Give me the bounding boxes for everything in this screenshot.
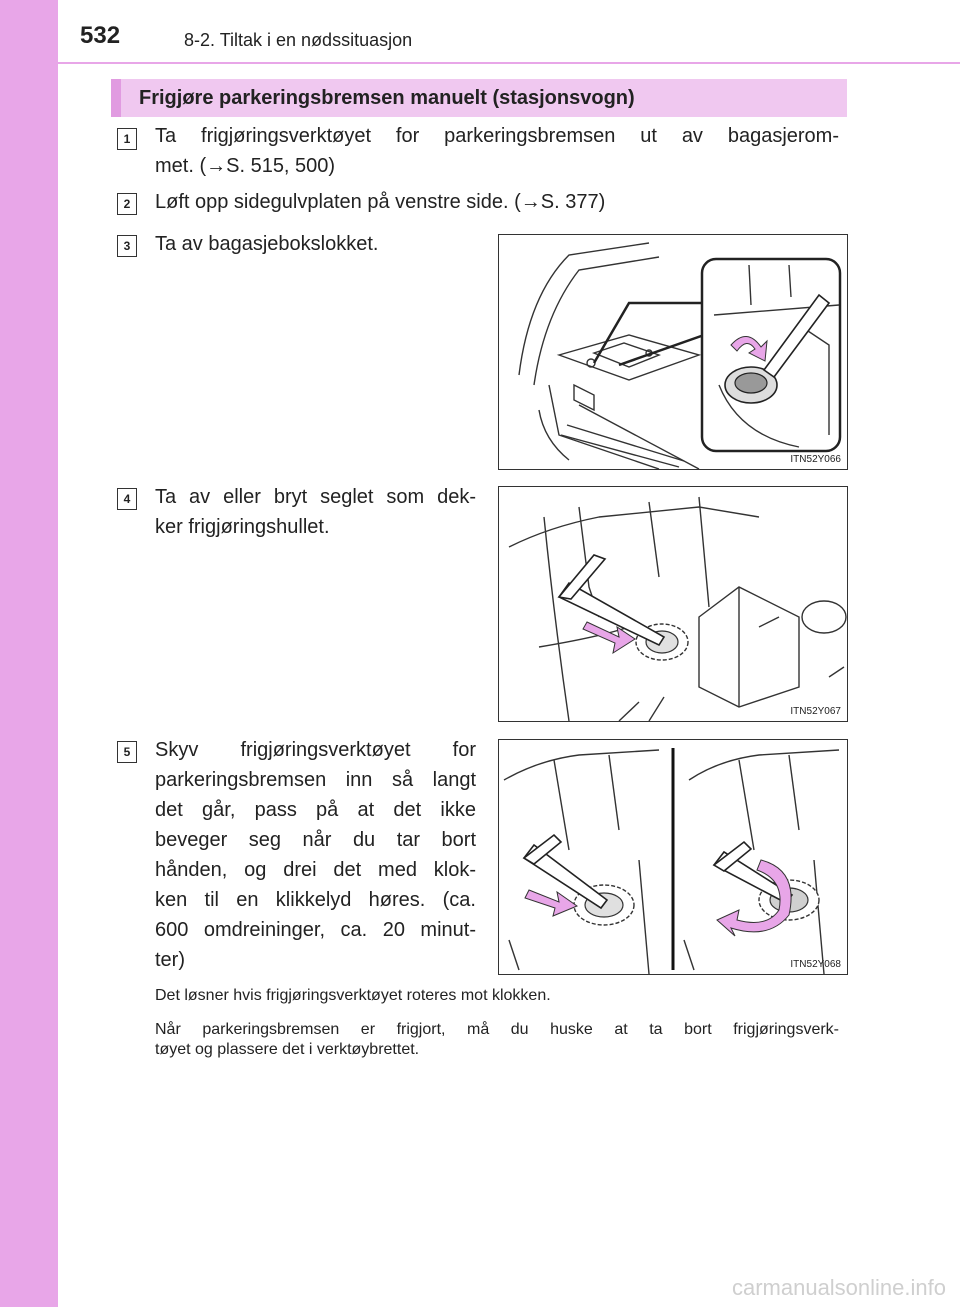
note-remove-tool-line-2: tøyet og plassere det i verktøybrettet.	[155, 1041, 420, 1058]
running-title: 8-2. Tiltak i en nødssituasjon	[184, 30, 413, 50]
remove-seal-illustration	[499, 487, 847, 721]
step-5-line-3: det går, pass på at det ikke	[155, 799, 476, 821]
step-2-text: Løft opp sidegulvplaten på venstre side. (→S. 377)	[155, 191, 606, 213]
step-1-line-2: met. (→S. 515, 500)	[155, 155, 336, 177]
header-rule	[58, 62, 960, 64]
step-1-line-1: Ta frigjøringsverktøyet for parkeringsbremsen ut av bagasjerom-	[155, 125, 839, 147]
figure-turn-tool	[498, 739, 848, 975]
step-5-line-1: Skyv frigjøringsverktøyet for	[155, 739, 476, 761]
step-5-badge: 5	[117, 741, 137, 763]
figure-2-code: ITN52Y067	[790, 706, 841, 717]
watermark: carmanualsonline.info	[731, 1275, 946, 1300]
turn-tool-illustration	[499, 740, 847, 974]
step-5-line-7: 600 omdreininger, ca. 20 minut-	[155, 919, 476, 941]
note-counter-clockwise: Det løsner hvis frigjøringsverktøyet roteres mot klokken.	[155, 987, 551, 1004]
step-4-badge: 4	[117, 488, 137, 510]
section-heading-bar	[111, 79, 847, 117]
page-number: 532	[80, 22, 121, 49]
step-5-line-2: parkeringsbremsen inn så langt	[155, 769, 476, 791]
trunk-box-lid-illustration	[499, 235, 847, 469]
figure-1-code: ITN52Y066	[790, 454, 841, 465]
figure-trunk-box-lid	[498, 234, 848, 470]
step-3-text: Ta av bagasjebokslokket.	[155, 233, 379, 255]
step-5-line-4: beveger seg når du tar bort	[155, 829, 476, 851]
step-5-line-8: ter)	[155, 949, 185, 971]
step-5-line-5: hånden, og drei det med klok-	[155, 859, 476, 881]
step-3-badge: 3	[117, 235, 137, 257]
step-1-badge: 1	[117, 128, 137, 150]
section-title: Frigjøre parkeringsbremsen manuelt (stasjonsvogn)	[139, 87, 635, 109]
step-2-badge: 2	[117, 193, 137, 215]
step-5-line-6: ken til en klikkelyd høres. (ca.	[155, 889, 476, 911]
figure-3-code: ITN52Y068	[790, 959, 841, 970]
chapter-sidebar-tab	[0, 0, 58, 1307]
note-remove-tool-line-1: Når parkeringsbremsen er frigjort, må du huske at ta bort frigjøringsverk-	[155, 1021, 839, 1038]
step-4-line-2: ker frigjøringshullet.	[155, 516, 330, 538]
step-4-line-1: Ta av eller bryt seglet som dek-	[155, 486, 476, 508]
figure-remove-seal	[498, 486, 848, 722]
